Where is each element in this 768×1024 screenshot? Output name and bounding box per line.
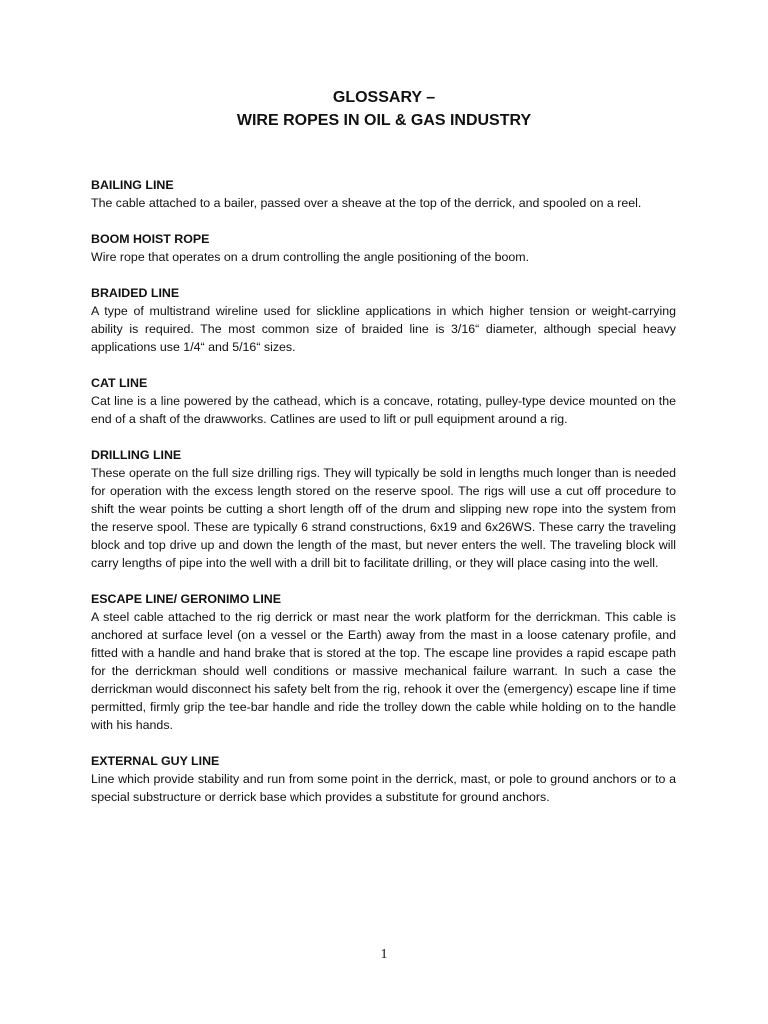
page-number: 1 [380, 947, 388, 962]
glossary-definition: The cable attached to a bailer, passed over a sheave at the top of the derrick, and spooled on a reel. [91, 196, 642, 210]
title-line-2: WIRE ROPES IN OIL & GAS INDUSTRY [236, 112, 532, 129]
glossary-definition: Cat line is a line powered by the cathead, which is a concave, rotating, pulley-type device mounted on the end of a shaft of the drawworks. Catlines are used to lift or pull equipment around a rig. [91, 394, 676, 426]
glossary-list [91, 176, 676, 824]
glossary-entry-cat-line [91, 374, 676, 428]
glossary-entry-bailing-line [91, 176, 676, 212]
title-line-1: GLOSSARY – [332, 89, 436, 106]
glossary-definition: These operate on the full size drilling rigs. They will typically be sold in lengths much longer than is needed for operation with the excess length stored on the reserve spool. The rigs will use a cut off procedure to shift the wear points be cutting a short length off of the drum and slipping new rope into the system from the reserve spool. These are typically 6 strand constructions, 6x19 and 6x26WS. These carry the traveling block and top drive up and down the length of the mast, but never enters the well. The traveling block will carry lengths of pipe into the well with a drill bit to facilitate drilling, or they will place casing into the well. [91, 466, 676, 570]
glossary-entry-drilling-line [91, 446, 676, 572]
glossary-term: ESCAPE LINE/ GERONIMO LINE [91, 592, 282, 606]
glossary-term: CAT LINE [91, 376, 148, 390]
glossary-term: DRILLING LINE [91, 448, 182, 462]
glossary-definition: Wire rope that operates on a drum controlling the angle positioning of the boom. [91, 250, 530, 264]
glossary-entry-escape-line [91, 590, 676, 734]
glossary-term: EXTERNAL GUY LINE [91, 754, 220, 768]
glossary-entry-external-guy-line [91, 752, 676, 806]
glossary-term: BRAIDED LINE [91, 286, 180, 300]
document-title [0, 87, 768, 133]
glossary-definition: A steel cable attached to the rig derrick or mast near the work platform for the derrickman. This cable is anchored at surface level (on a vessel or the Earth) away from the mast in a loose catenary profile, and fitted with a handle and hand brake that is stored at the top. The escape line provides a rapid escape path for the derrickman should well conditions or massive mechanical failure warrant. In such a case the derrickman would disconnect his safety belt from the rig, rehook it over the (emergency) escape line if time permitted, firmly grip the tee-bar handle and ride the trolley down the cable while holding on to the handle with his hands. [91, 610, 676, 732]
glossary-definition: Line which provide stability and run from some point in the derrick, mast, or pole to ground anchors or to a special substructure or derrick base which provides a substitute for ground anchors. [91, 772, 676, 804]
glossary-entry-braided-line [91, 284, 676, 356]
glossary-term: BAILING LINE [91, 178, 174, 192]
glossary-definition: A type of multistrand wireline used for slickline applications in which higher tension or weight-carrying ability is required. The most common size of braided line is 3/16“ diameter, although special heavy applications use 1/4“ and 5/16“ sizes. [91, 304, 676, 354]
glossary-entry-boom-hoist-rope [91, 230, 676, 266]
glossary-term: BOOM HOIST ROPE [91, 232, 210, 246]
